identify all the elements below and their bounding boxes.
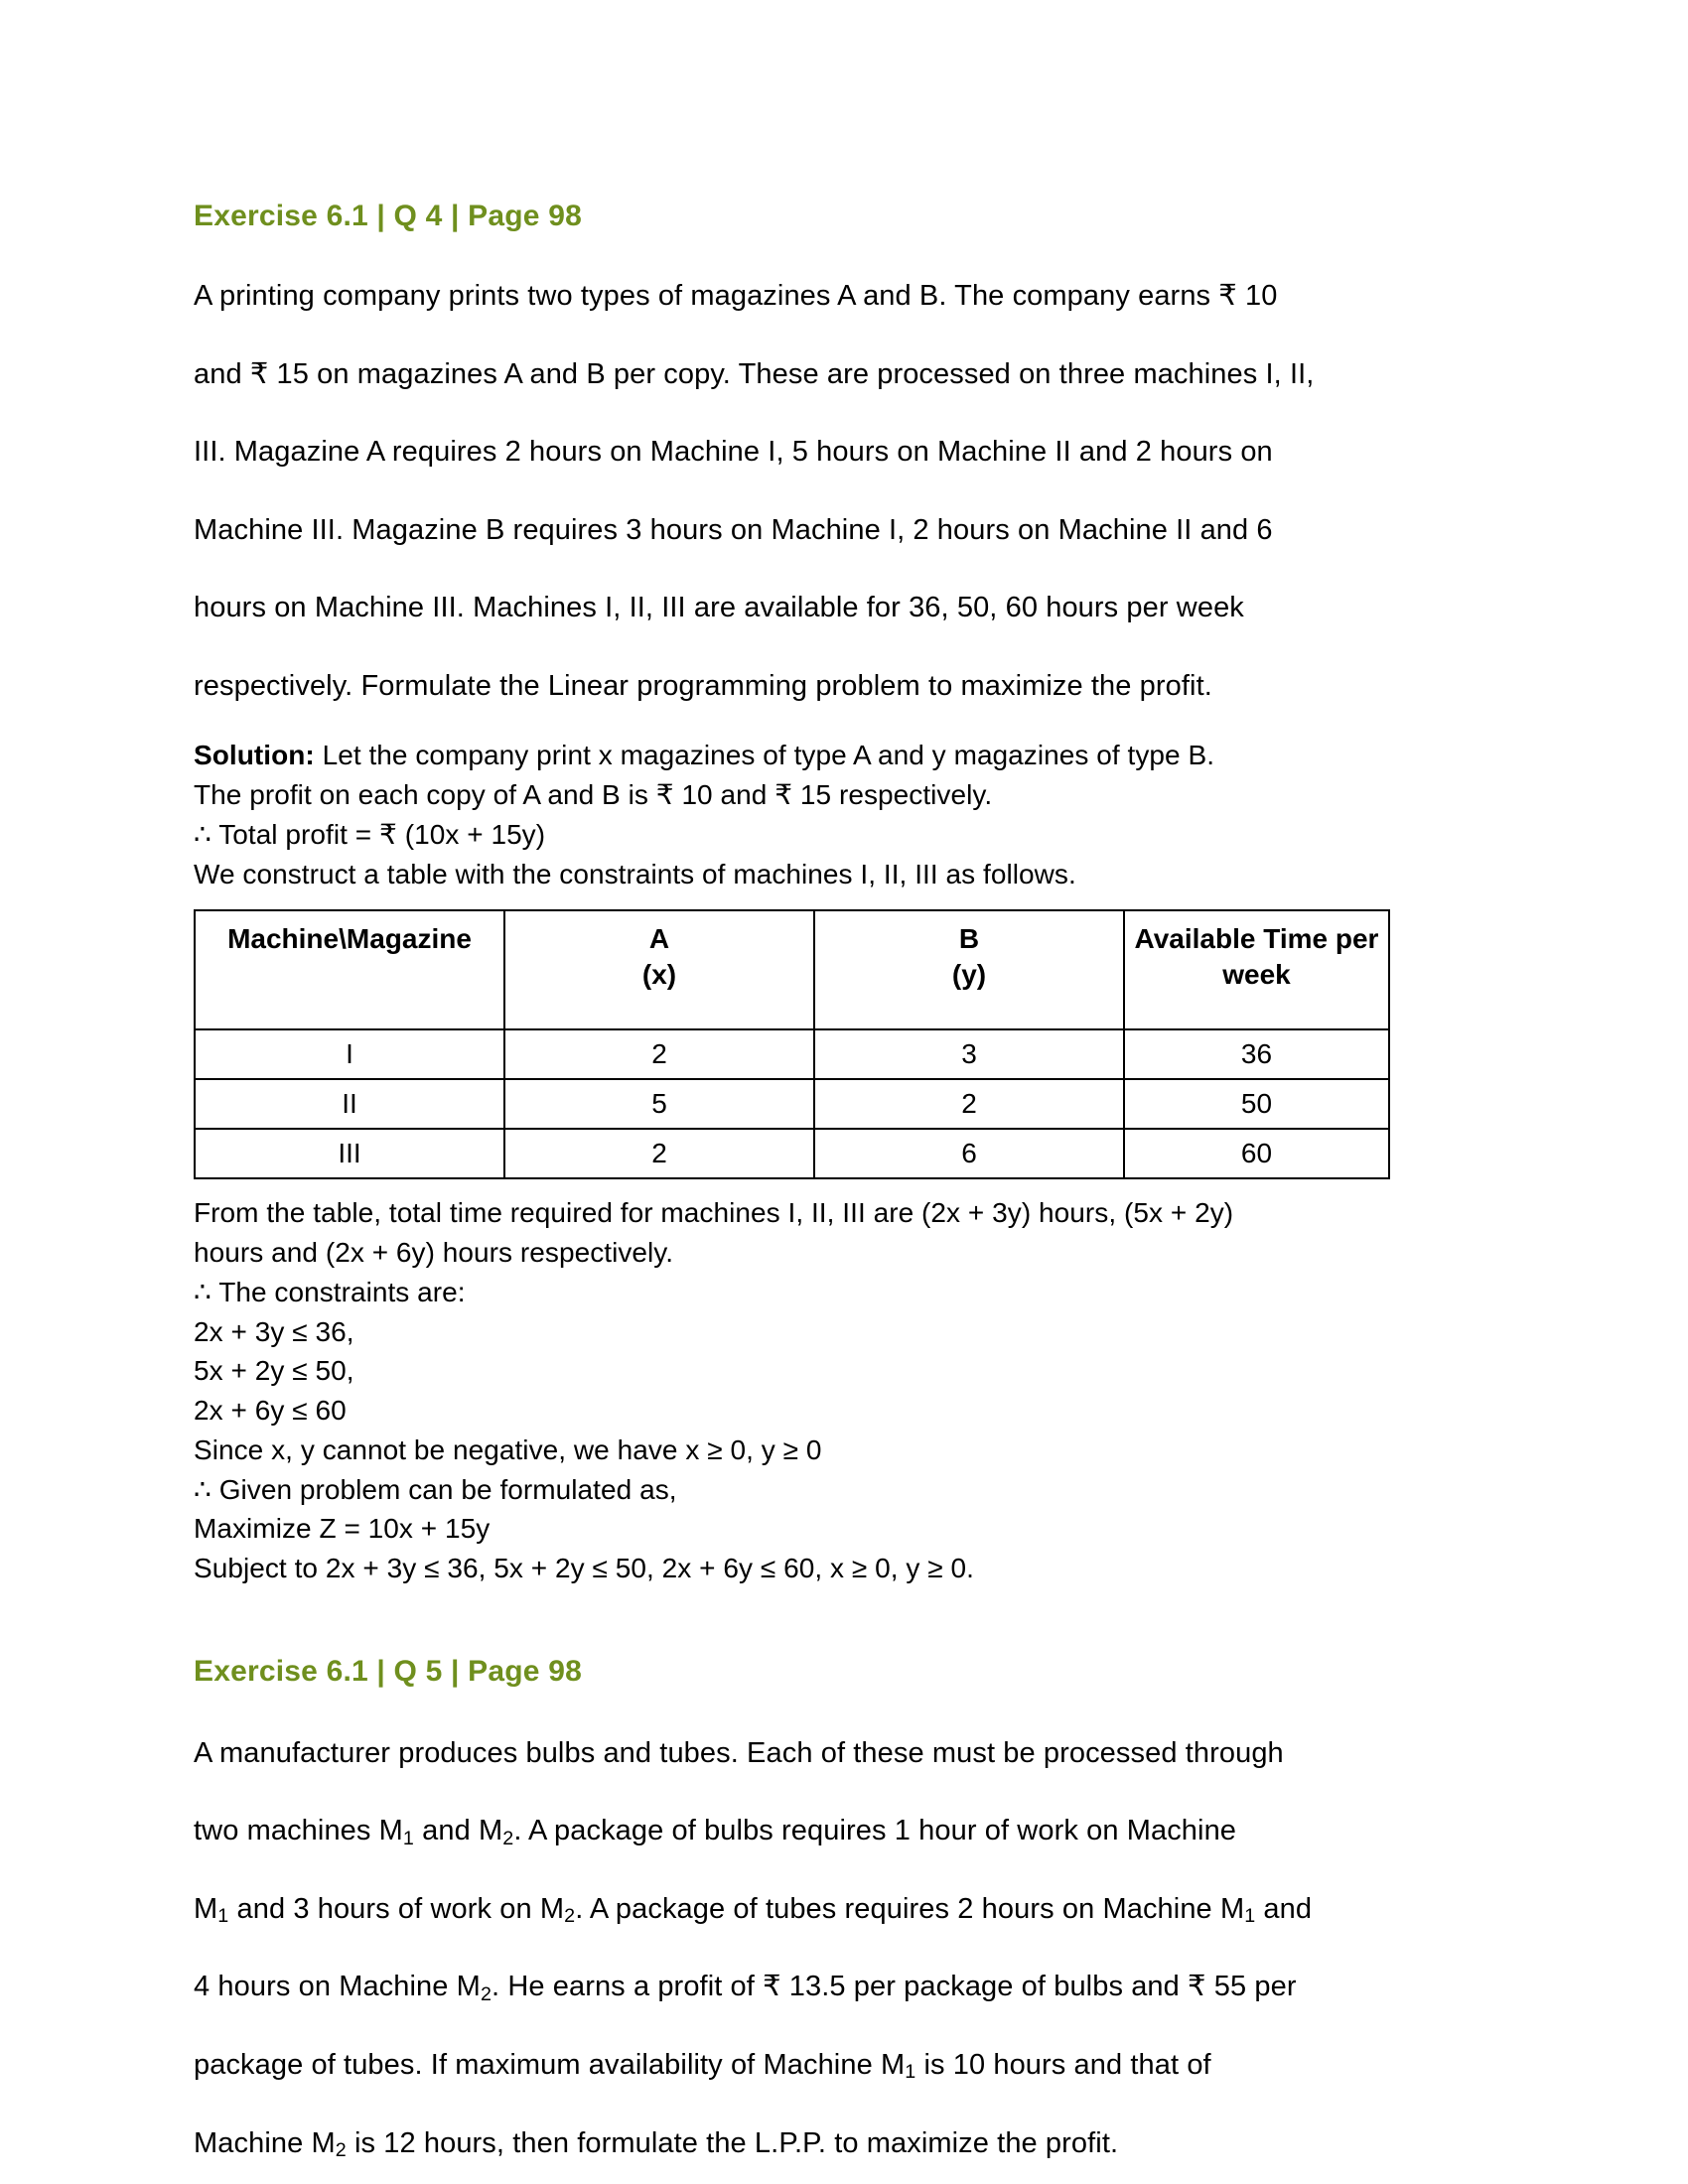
q4-question-line: Machine III. Magazine B requires 3 hours on Machine I, 2 hours on Machine II and 6 [194,513,1273,546]
cell-a-hours: 5 [504,1079,814,1129]
table-header-cell-b [814,910,1124,1029]
q5-question-line: 4 hours on Machine $M_2$. He earns a profit of ₹ 13.5 per package of bulbs and ₹ 55 per [194,1971,1297,2005]
cell-machine: II [195,1079,504,1129]
solution-line: Since x, y cannot be negative, we have x ≥ 0, y ≥ 0 [194,1433,822,1465]
objective-line: Maximize Z = 10x + 15y [194,1513,491,1545]
solution-intro-line [194,736,1460,775]
table-header-cell-machine-magazine [195,910,504,1029]
exercise-q5-heading: Exercise 6.1 | Q 5 | Page 98 [194,1654,582,1688]
q4-question-line: A printing company prints two types of magazines A and B. The company earns ₹ 10 [194,280,1278,312]
cell-available-time: 50 [1124,1079,1389,1129]
q5-question-line: package of tubes. If maximum availability of Machine $M_1$ is 10 hours and that of [194,2048,1211,2084]
header-main-text: A [648,923,670,955]
exercise-q4-heading: Exercise 6.1 | Q 4 | Page 98 [194,200,582,232]
solution-line: hours and (2x + 6y) hours respectively. [194,1237,674,1269]
q4-solution-block [194,736,1460,893]
q5-question-line: $M_1$ and 3 hours of work on $M_2$. A package of tubes requires 2 hours on Machine $M_1$ and [194,1892,1313,1928]
solution-line: The profit on each copy of A and B is ₹ 10 and ₹ 15 respectively. [194,779,993,811]
q4-question-line: and ₹ 15 on magazines A and B per copy. These are processed on three machines I, II, [194,357,1315,390]
header-main-text: Available Time per week [1134,923,1379,991]
cell-available-time: 36 [1124,1029,1389,1079]
q5-question-line: Machine $M_2$ is 12 hours, then formulate the L.P.P. to maximize the profit. [194,2126,1119,2161]
header-sub-text: (y) [951,959,987,991]
cell-machine: III [195,1129,504,1178]
solution-line: ∴ Given problem can be formulated as, [194,1473,677,1505]
subject-to-line: Subject to 2x + 3y ≤ 36, 5x + 2y ≤ 50, 2x + 6y ≤ 60, x ≥ 0, y ≥ 0. [194,1553,974,1584]
table-body [195,1029,1389,1178]
cell-b-hours: 2 [814,1079,1124,1129]
header-main-text: B [958,923,980,955]
table-row [195,1079,1389,1129]
q4-question-text [194,268,1460,714]
q5-question-line: two machines $M_1$ and $M_2$. A package of bulbs requires 1 hour of work on Machine [194,1815,1237,1849]
table-header-row [195,910,1389,1029]
table-header [195,910,1389,1029]
solution-line: ∴ The constraints are: [194,1276,466,1307]
header-main-text: Machine\Magazine [227,923,472,955]
cell-b-hours: 3 [814,1029,1124,1079]
cell-available-time: 60 [1124,1129,1389,1178]
solution-line: From the table, total time required for machines I, II, III are (2x + 3y) hours, (5x + 2y) [194,1197,1234,1229]
solution-line: ∴ Total profit = ₹ (10x + 15y) [194,818,546,850]
cell-b-hours: 6 [814,1129,1124,1178]
q5-question-text [194,1725,1460,2171]
table-row [195,1029,1389,1079]
header-sub-text: (x) [641,959,677,991]
solution-line: We construct a table with the constraints of machines I, II, III as follows. [194,858,1076,889]
q4-solution-continued [194,1193,1460,1588]
constraint-line: 2x + 6y ≤ 60 [194,1395,347,1427]
cell-machine: I [195,1029,504,1079]
constraint-line: 5x + 2y ≤ 50, [194,1355,354,1387]
cell-a-hours: 2 [504,1029,814,1079]
q4-question-line: hours on Machine III. Machines I, II, III are available for 36, 50, 60 hours per week [194,592,1244,624]
cell-a-hours: 2 [504,1129,814,1178]
machine-magazine-table [194,909,1390,1179]
q4-question-line: III. Magazine A requires 2 hours on Machine I, 5 hours on Machine II and 2 hours on [194,436,1273,469]
solution-label: Solution: [194,740,315,771]
constraint-line: 2x + 3y ≤ 36, [194,1315,354,1347]
q4-question-line: respectively. Formulate the Linear programming problem to maximize the profit. [194,669,1212,702]
q5-question-line: A manufacturer produces bulbs and tubes. Each of these must be processed through [194,1736,1284,1769]
solution-intro-text: Let the company print x magazines of type A and y magazines of type B. [314,740,1215,771]
table-row [195,1129,1389,1178]
table-header-cell-available-time [1124,910,1389,1029]
table-header-cell-a [504,910,814,1029]
